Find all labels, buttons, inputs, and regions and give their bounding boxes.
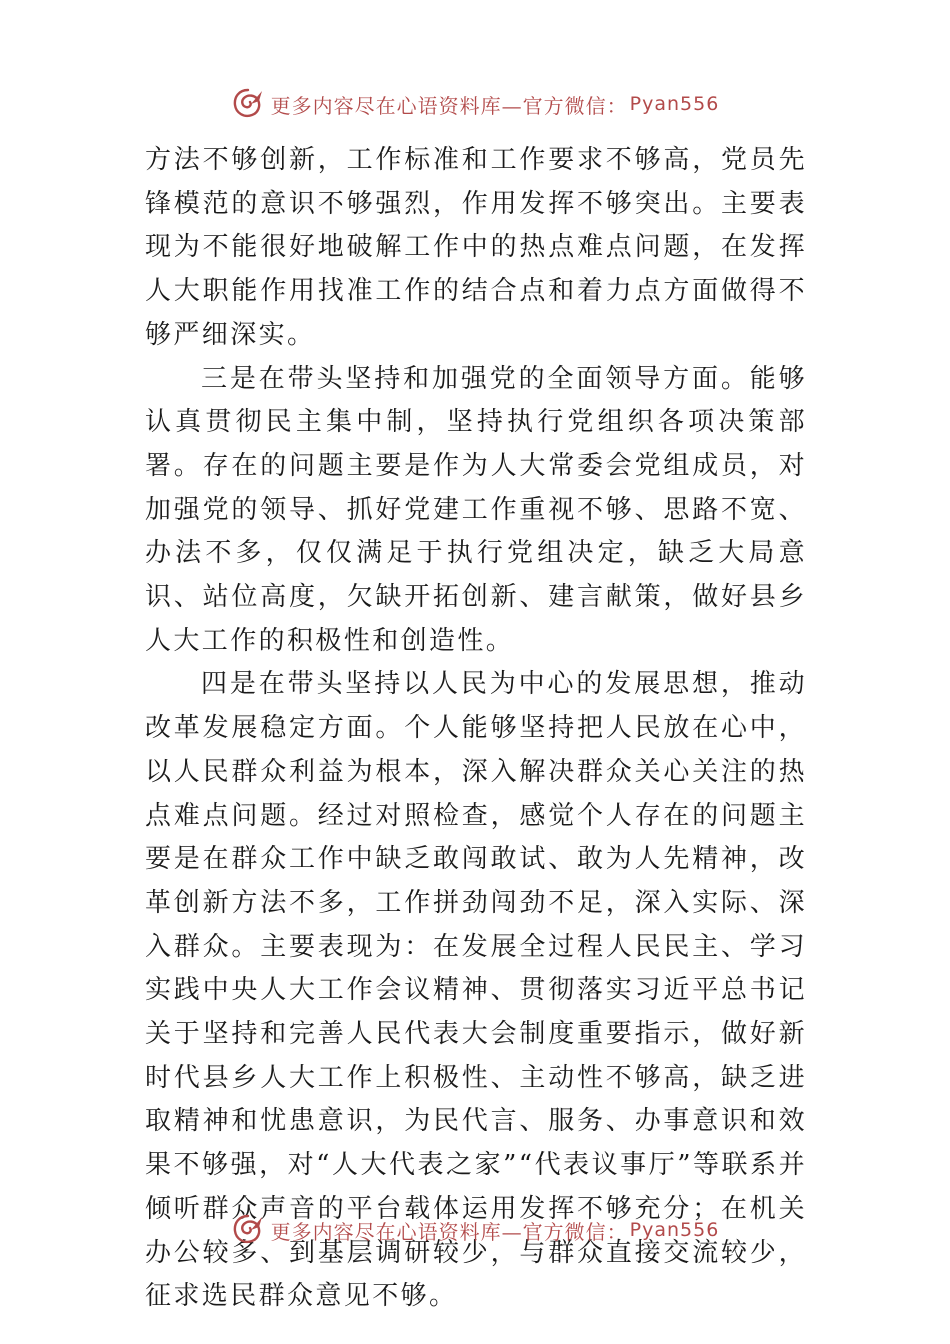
document-body <box>145 139 807 1319</box>
footer-wechat-id: Pyan556 <box>629 1219 720 1241</box>
paragraph: 三是在带头坚持和加强党的全面领导方面。能够认真贯彻民主集中制，坚持执行党组织各项决策部署。存在的问题主要是作为人大常委会党组成员，对加强党的领导、抓好党建工作重视不够、思路不宽、办法不多，仅仅满足于执行党组决定，缺乏大局意识、站位高度，欠缺开拓创新、建言献策，做好县乡人大工作的积极性和创造性。 <box>145 363 807 656</box>
header-watermark <box>0 84 950 124</box>
header-text: 更多内容尽在心语资料库—官方微信： <box>270 93 628 118</box>
header-wechat-id: Pyan556 <box>629 93 720 115</box>
footer-watermark <box>0 1210 950 1250</box>
paragraph: 方法不够创新，工作标准和工作要求不够高，党员先锋模范的意识不够强烈，作用发挥不够突出。主要表现为不能很好地破解工作中的热点难点问题，在发挥人大职能作用找准工作的结合点和着力点方面做得不够严细深实。 <box>145 145 807 350</box>
paragraph: 四是在带头坚持以人民为中心的发展思想，推动改革发展稳定方面。个人能够坚持把人民放在心中，以人民群众利益为根本，深入解决群众关心关注的热点难点问题。经过对照检查，感觉个人存在的问题主要是在群众工作中缺乏敢闯敢试、敢为人先精神，改革创新方法不多，工作拼劲闯劲不足，深入实际、深入群众。主要表现为：在发展全过程人民民主、学习实践中央人大工作会议精神、贯彻落实习近平总书记关于坚持和完善人民代表大会制度重要指示，做好新时代县乡人大工作上积极性、主动性不够高，缺乏进取精神和忧患意识，为民代言、服务、办事意识和效果不够强，对“人大代表之家”“代表议事厅”等联系并倾听群众声音的平台载体运用发挥不够充分；在机关办公较多、到基层调研较少，与群众直接交流较少，征求选民群众意见不够。 <box>145 669 807 1312</box>
quill-swirl-icon <box>231 1213 265 1247</box>
footer-text: 更多内容尽在心语资料库—官方微信： <box>270 1219 628 1244</box>
quill-swirl-icon <box>231 87 265 121</box>
